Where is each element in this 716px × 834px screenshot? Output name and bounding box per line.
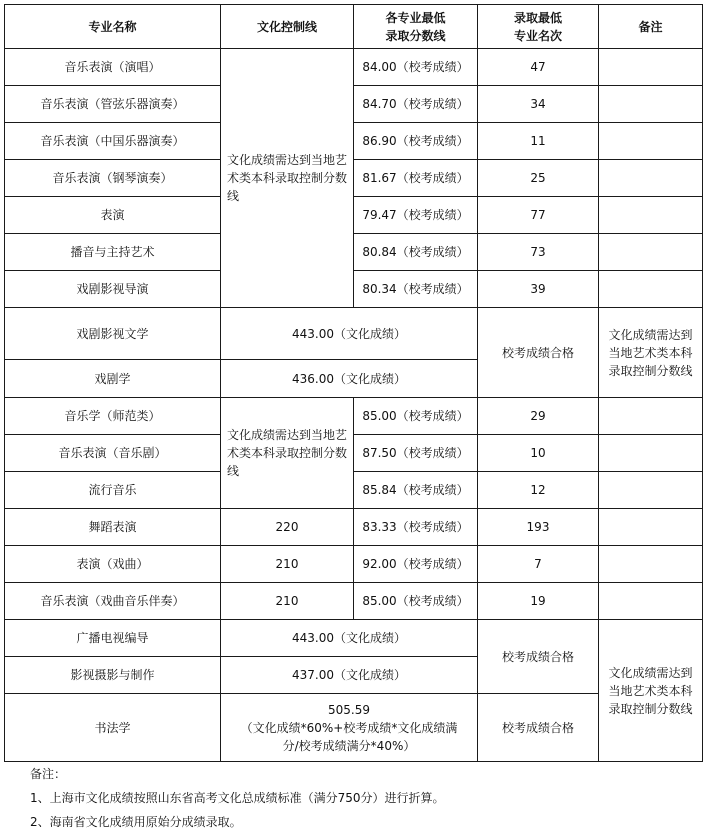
score-cell: 85.84（校考成绩） (354, 472, 478, 509)
header-culture-line: 文化控制线 (221, 5, 354, 49)
rank-cell: 7 (478, 546, 599, 583)
table-row (5, 509, 703, 546)
score-cell: 79.47（校考成绩） (354, 197, 478, 234)
major-cell: 舞蹈表演 (5, 509, 221, 546)
remark-cell (599, 197, 703, 234)
rank-cell: 11 (478, 123, 599, 160)
culture-cell: 210 (221, 546, 354, 583)
culture-note: 文化成绩需达到当地艺术类本科录取控制分数线 (227, 153, 348, 203)
major-cell: 表演（戏曲） (5, 546, 221, 583)
admission-score-table (4, 4, 703, 762)
major-cell: 音乐表演（音乐剧） (5, 435, 221, 472)
rank-cell: 73 (478, 234, 599, 271)
culture-cell: 210 (221, 583, 354, 620)
header-min-score-line2: 录取分数线 (385, 28, 446, 43)
remark-cell (599, 472, 703, 509)
score-cell: 80.84（校考成绩） (354, 234, 478, 271)
rank-cell: 34 (478, 86, 599, 123)
score-formula: （文化成绩*60%+校考成绩*文化成绩满分/校考成绩满分*40%） (240, 720, 458, 753)
table-row (5, 49, 703, 86)
score-cell: 92.00（校考成绩） (354, 546, 478, 583)
rank-note-cell: 校考成绩合格 (478, 694, 599, 762)
table-row (5, 583, 703, 620)
table-row (5, 435, 703, 472)
score-cell: 443.00（文化成绩） (221, 308, 478, 360)
major-cell: 书法学 (5, 694, 221, 762)
major-cell: 音乐表演（中国乐器演奏） (5, 123, 221, 160)
table-row (5, 86, 703, 123)
culture-note-cell (221, 398, 354, 509)
major-cell: 音乐表演（管弦乐器演奏） (5, 86, 221, 123)
major-cell: 音乐表演（演唱） (5, 49, 221, 86)
rank-cell: 47 (478, 49, 599, 86)
table-row (5, 546, 703, 583)
header-major: 专业名称 (5, 5, 221, 49)
remark-cell (599, 583, 703, 620)
major-cell: 音乐表演（戏曲音乐伴奏） (5, 583, 221, 620)
score-cell: 436.00（文化成绩） (221, 360, 478, 398)
major-cell: 影视摄影与制作 (5, 657, 221, 694)
score-cell: 84.70（校考成绩） (354, 86, 478, 123)
score-cell: 85.00（校考成绩） (354, 583, 478, 620)
rank-cell: 193 (478, 509, 599, 546)
rank-note-cell: 校考成绩合格 (478, 620, 599, 694)
score-cell: 80.34（校考成绩） (354, 271, 478, 308)
remark-text: 文化成绩需达到当地艺术类本科录取控制分数线 (608, 327, 693, 378)
score-cell: 437.00（文化成绩） (221, 657, 478, 694)
rank-note-cell: 校考成绩合格 (478, 308, 599, 398)
score-value: 505.59 (328, 702, 370, 717)
score-cell: 83.33（校考成绩） (354, 509, 478, 546)
score-cell: 443.00（文化成绩） (221, 620, 478, 657)
rank-cell: 19 (478, 583, 599, 620)
table-row (5, 620, 703, 657)
rank-cell: 77 (478, 197, 599, 234)
culture-cell: 220 (221, 509, 354, 546)
remark-cell (599, 546, 703, 583)
table-row (5, 160, 703, 197)
header-min-rank-line1: 录取最低 (513, 10, 562, 25)
remark-cell (599, 86, 703, 123)
rank-cell: 12 (478, 472, 599, 509)
score-cell: 86.90（校考成绩） (354, 123, 478, 160)
note-item: 2、海南省文化成绩用原始分成绩录取。 (30, 815, 242, 829)
major-cell: 表演 (5, 197, 221, 234)
remark-cell (599, 398, 703, 435)
table-row (5, 234, 703, 271)
note-item: 1、上海市文化成绩按照山东省高考文化总成绩标准（满分750分）进行折算。 (30, 791, 445, 805)
header-min-score (354, 5, 478, 49)
rank-cell: 25 (478, 160, 599, 197)
remark-cell (599, 509, 703, 546)
notes-title: 备注： (30, 767, 67, 781)
header-min-rank-line2: 专业名次 (513, 28, 562, 43)
major-cell: 戏剧影视文学 (5, 308, 221, 360)
major-cell: 音乐表演（钢琴演奏） (5, 160, 221, 197)
score-cell: 84.00（校考成绩） (354, 49, 478, 86)
remark-cell (599, 308, 703, 398)
table-row (5, 271, 703, 308)
major-cell: 戏剧影视导演 (5, 271, 221, 308)
score-cell: 87.50（校考成绩） (354, 435, 478, 472)
table-row (5, 308, 703, 360)
score-cell: 85.00（校考成绩） (354, 398, 478, 435)
major-cell: 流行音乐 (5, 472, 221, 509)
score-cell (221, 694, 478, 762)
remark-cell (599, 271, 703, 308)
remark-cell (599, 160, 703, 197)
table-row (5, 123, 703, 160)
table-header-row (5, 5, 703, 49)
major-cell: 音乐学（师范类） (5, 398, 221, 435)
remark-cell (599, 49, 703, 86)
table-row (5, 694, 703, 762)
rank-cell: 29 (478, 398, 599, 435)
culture-note-cell (221, 49, 354, 308)
major-cell: 播音与主持艺术 (5, 234, 221, 271)
table-row (5, 398, 703, 435)
remark-cell (599, 123, 703, 160)
rank-cell: 39 (478, 271, 599, 308)
major-cell: 广播电视编导 (5, 620, 221, 657)
header-min-score-line1: 各专业最低 (385, 10, 446, 25)
table-row (5, 197, 703, 234)
culture-note: 文化成绩需达到当地艺术类本科录取控制分数线 (227, 428, 348, 478)
remark-cell (599, 435, 703, 472)
rank-cell: 10 (478, 435, 599, 472)
remark-cell (599, 620, 703, 762)
notes-section (30, 762, 445, 834)
remark-text: 文化成绩需达到当地艺术类本科录取控制分数线 (608, 665, 693, 716)
header-min-rank (478, 5, 599, 49)
header-remark: 备注 (599, 5, 703, 49)
remark-cell (599, 234, 703, 271)
major-cell: 戏剧学 (5, 360, 221, 398)
score-cell: 81.67（校考成绩） (354, 160, 478, 197)
table-row (5, 472, 703, 509)
